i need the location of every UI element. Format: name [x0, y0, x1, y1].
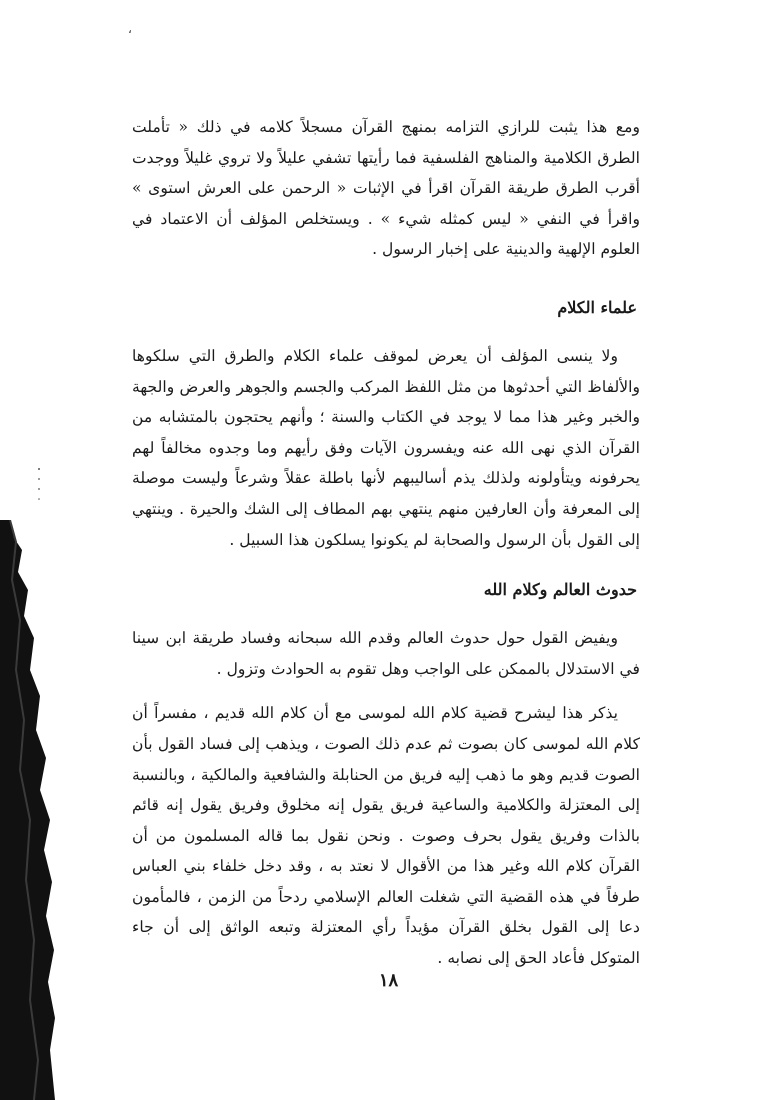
corner-mark: ،	[128, 22, 132, 36]
section-heading-world-creation: حدوث العالم وكلام الله	[483, 580, 637, 600]
speech-of-god-paragraph: يذكر هذا ليشرح قضية كلام الله لموسى مع أن كلام الله قديم ، مفسراً أن كلام الله لموسى كان بصوت ثم عدم ذلك الصوت ، ويذهب إلى فساد القول بأن الصوت قديم وهو ما ذهب إليه فريق من الحنابلة والشافعية والمالكية ، وبالنسبة إلى المعتزلة والكلامية والساعية فريق يقول إنه مخلوق وفريق يقول إنه قائم بالذات وفريق يقول بحرف وصوت . ونحن نقول بما قاله المسلمون من أن القرآن كلام الله وغير هذا من الأقوال لا نعتد به ، وقد دخل خلفاء بني العباس طرفاً في هذه القضية التي شغلت العالم الإسلامي ردحاً من الزمن ، فالمأمون دعا إلى القول بخلق القرآن مؤيداً رأي المعتزلة وتبعه الواثق إلى أن جاء المتوكل فأعاد الحق إلى نصابه .	[132, 704, 641, 968]
scan-speck-marks	[36, 465, 42, 505]
creation-paragraph: ويفيض القول حول حدوث العالم وقدم الله سبحانه وفساد طريقة ابن سينا في الاستدلال بالممكن على الواجب وهل تقوم به الحوادث وتزول .	[132, 629, 640, 678]
section-heading-kalam-scholars: علماء الكلام	[557, 297, 637, 317]
kalam-paragraph: ولا ينسى المؤلف أن يعرض لموقف علماء الكلام والطرق التي سلكوها والألفاظ التي أحدثوها من مثل اللفظ المركب والجسم والجوهر والعرض والجهة والخبر وغير هذا مما لا يوجد في الكتاب والسنة ؛ وأنهم يحتجون بالمتشابه من القرآن الذي نهى الله عنه ويفسرون الآيات وفق رأيهم وما وجدوه مخالفاً لهم يحرفونه ويتأولونه ولذلك يذم أساليبهم لأنها باطلة عقلاً وشرعاً وليست موصلة إلى المعرفة وأن العارفين منهم ينتهي بهم المطاف إلى الشك والحيرة . وينتهي إلى القول بأن الرسول والصحابة لم يكونوا يسلكون هذا السبيل .	[132, 346, 640, 549]
page-number: ١٨	[378, 970, 399, 991]
page-body	[132, 112, 640, 974]
intro-paragraph: ومع هذا يثبت للرازي التزامه بمنهج القرآن مسجلاً كلامه في ذلك « تأملت الطرق الكلامية والمناهج الفلسفية فما رأيتها تشفي عليلاً ولا تروي غليلاً ووجدت أقرب الطرق طريقة القرآن اقرأ في الإثبات « الرحمن على العرش استوى » واقرأ في النفي « ليس كمثله شيء » . ويستخلص المؤلف أن الاعتماد في العلوم الإلهية والدينية على إخبار الرسول .	[132, 118, 640, 259]
scanned-page-edge-shadow	[0, 520, 55, 1100]
